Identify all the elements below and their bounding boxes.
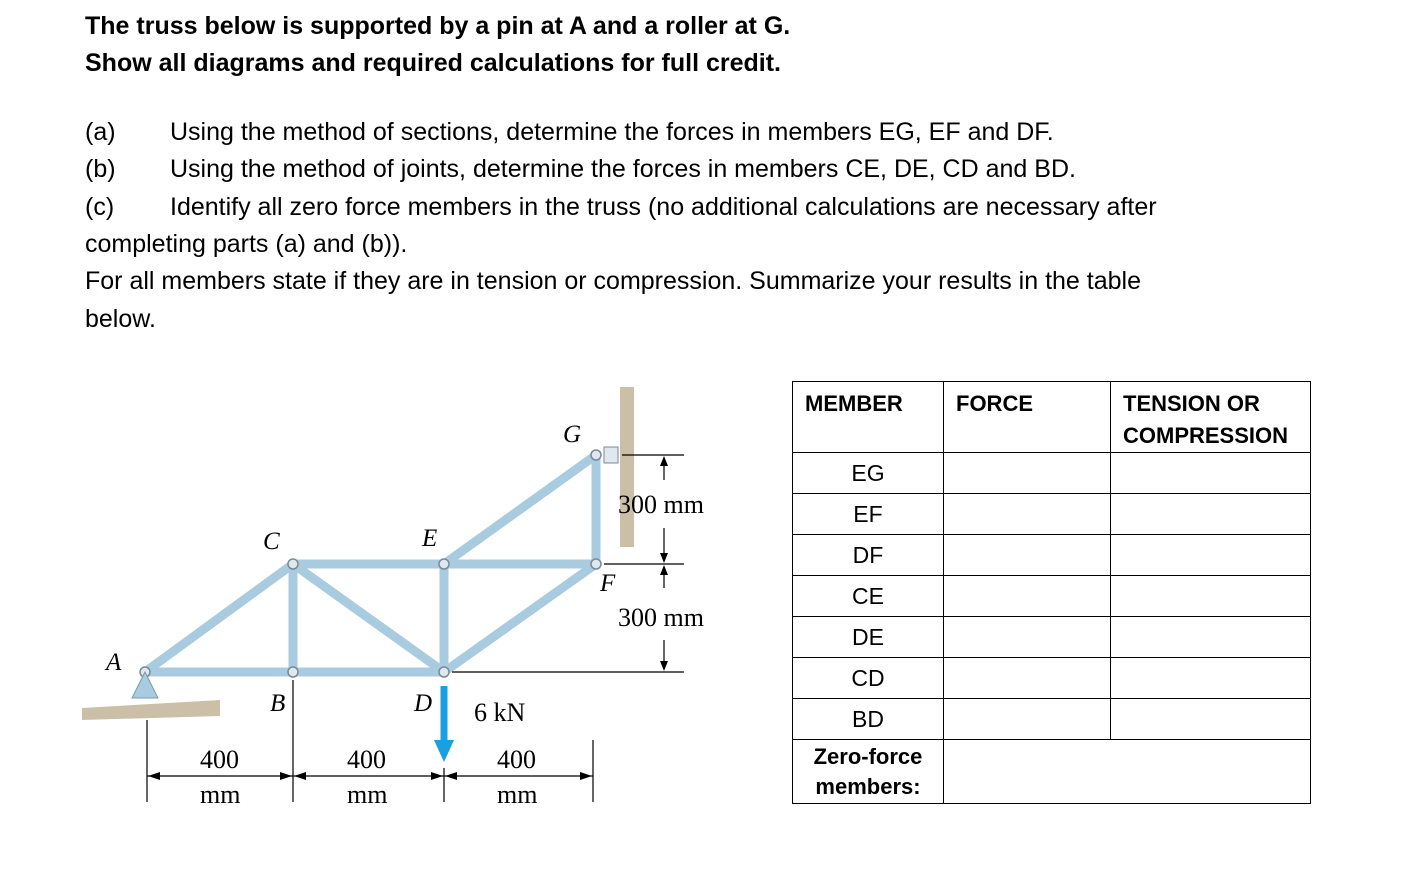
tc-cell[interactable]	[1111, 576, 1311, 617]
load-arrow-head	[434, 740, 454, 762]
zero-force-cell[interactable]	[944, 740, 1311, 804]
tc-cell[interactable]	[1111, 453, 1311, 494]
table-row	[793, 699, 1311, 740]
results-table	[792, 381, 1311, 804]
tc-cell[interactable]	[1111, 535, 1311, 576]
table-row	[793, 617, 1311, 658]
instruction-line-2: below.	[85, 305, 156, 333]
part-a-text: Using the method of sections, determine the forces in members EG, EF and DF.	[170, 118, 1054, 146]
table-row	[793, 535, 1311, 576]
force-cell[interactable]	[944, 494, 1111, 535]
joint-label-A: A	[106, 649, 122, 676]
table-row	[793, 576, 1311, 617]
instruction-line-1: For all members state if they are in tension or compression. Summarize your results in the table	[85, 267, 1141, 295]
part-c-label: (c)	[85, 193, 115, 221]
joint-label-F: F	[600, 570, 616, 597]
dimension-400-2-value: 400	[347, 745, 386, 774]
header-member: MEMBER	[793, 382, 944, 453]
member-cell: BD	[793, 699, 944, 740]
member-cell: DE	[793, 617, 944, 658]
force-cell[interactable]	[944, 576, 1111, 617]
joint-label-G: G	[563, 421, 582, 448]
table-header-row	[793, 382, 1311, 453]
roller-support-G	[604, 447, 618, 463]
dimension-400-1-unit: mm	[200, 780, 241, 809]
table-row	[793, 453, 1311, 494]
header-tension-compression: TENSION OR COMPRESSION	[1111, 382, 1311, 453]
dimension-300mm-lower: 300 mm	[618, 603, 704, 632]
joint-label-D: D	[414, 690, 433, 717]
table-row	[793, 658, 1311, 699]
part-b-text: Using the method of joints, determine the forces in members CE, DE, CD and BD.	[170, 155, 1076, 183]
tc-cell[interactable]	[1111, 617, 1311, 658]
force-cell[interactable]	[944, 699, 1111, 740]
zero-force-label: Zero-force members:	[793, 740, 944, 804]
problem-statement-line-1: The truss below is supported by a pin at A and a roller at G.	[85, 12, 791, 40]
zero-force-row	[793, 740, 1311, 804]
part-c-text: Identify all zero force members in the truss (no additional calculations are necessary after	[170, 193, 1157, 221]
tc-cell[interactable]	[1111, 699, 1311, 740]
force-cell[interactable]	[944, 617, 1111, 658]
member-cell: EF	[793, 494, 944, 535]
ground	[82, 700, 220, 720]
wall-support	[620, 387, 634, 547]
part-c-continuation: completing parts (a) and (b)).	[85, 230, 408, 258]
tc-cell[interactable]	[1111, 658, 1311, 699]
member-cell: CD	[793, 658, 944, 699]
truss-members	[145, 455, 596, 672]
dimension-400-1-value: 400	[200, 745, 239, 774]
force-cell[interactable]	[944, 535, 1111, 576]
part-b-label: (b)	[85, 155, 116, 183]
member-cell: CE	[793, 576, 944, 617]
joint-label-E: E	[422, 525, 438, 552]
force-cell[interactable]	[944, 658, 1111, 699]
dimension-400-3-value: 400	[497, 745, 536, 774]
force-cell[interactable]	[944, 453, 1111, 494]
table-row	[793, 494, 1311, 535]
joint-label-B: B	[270, 690, 286, 717]
member-cell: DF	[793, 535, 944, 576]
dimension-300mm-upper: 300 mm	[618, 490, 704, 519]
dimension-400-3-unit: mm	[497, 780, 538, 809]
dimension-400-2-unit: mm	[347, 780, 388, 809]
tc-cell[interactable]	[1111, 494, 1311, 535]
load-label: 6 kN	[474, 698, 526, 727]
member-cell: EG	[793, 453, 944, 494]
joint-label-C: C	[263, 528, 280, 555]
header-force: FORCE	[944, 382, 1111, 453]
part-a-label: (a)	[85, 118, 116, 146]
problem-statement-line-2: Show all diagrams and required calculations for full credit.	[85, 49, 781, 77]
